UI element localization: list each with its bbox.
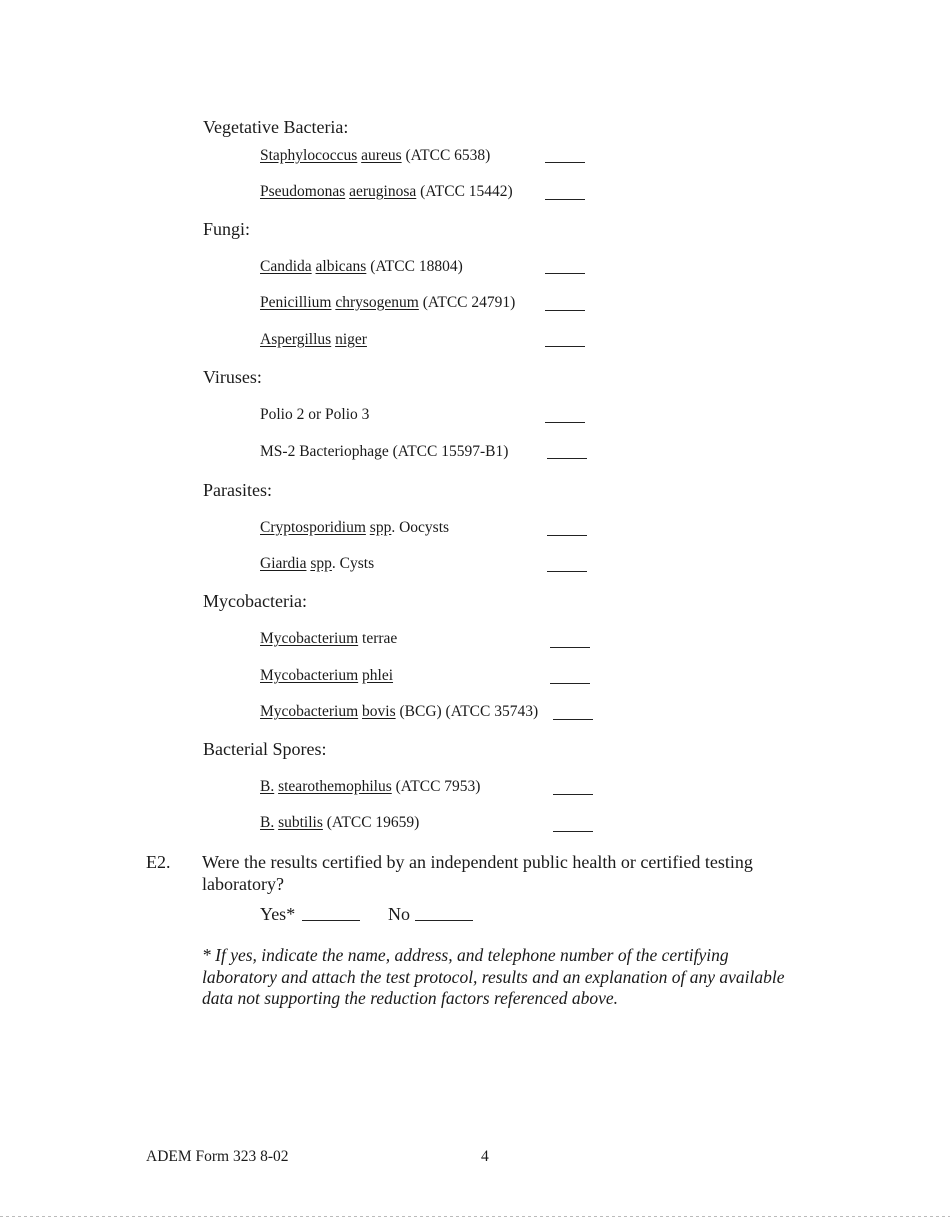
genus-name: Aspergillus (260, 331, 332, 348)
organism-item (260, 183, 513, 201)
page-number: 4 (481, 1148, 489, 1165)
strain-ref: (ATCC 15442) (416, 183, 513, 200)
category-heading-parasites: Parasites: (203, 480, 272, 500)
organism-item (260, 630, 397, 648)
species-name: aeruginosa (349, 183, 417, 200)
question-text-line2: laboratory? (202, 874, 284, 894)
answer-blank[interactable] (547, 458, 587, 459)
organism-item (260, 147, 490, 165)
answer-blank[interactable] (545, 310, 585, 311)
genus-name: Mycobacterium (260, 703, 359, 720)
answer-blank[interactable] (545, 422, 585, 423)
species-name: phlei (362, 667, 394, 684)
yes-label: Yes* (260, 904, 296, 924)
certification-note: * If yes, indicate the name, address, and telephone number of the certifying laboratory and attach the test protocol, results and an explanation of any available data not supporting the reduction factors referenced above. (202, 945, 785, 1008)
genus-name: B. (260, 778, 275, 795)
species-name: spp (310, 555, 332, 572)
species-name: subtilis (278, 814, 323, 831)
species-name: stearothemophilus (278, 778, 392, 795)
species-name: terrae (358, 630, 398, 647)
species-name: niger (335, 331, 367, 348)
answer-blank[interactable] (545, 346, 585, 347)
question-text-line1: Were the results certified by an independent public health or certified testing (202, 852, 753, 872)
answer-blank[interactable] (553, 719, 593, 720)
question-number: E2. (146, 852, 171, 872)
category-heading-vegetative-bacteria: Vegetative Bacteria: (203, 117, 349, 137)
organism-item (260, 667, 393, 685)
strain-ref: (BCG) (ATCC 35743) (395, 703, 539, 720)
species-name: spp (369, 519, 392, 536)
answer-blank[interactable] (547, 571, 587, 572)
genus-name: Pseudomonas (260, 183, 346, 200)
answer-blank[interactable] (547, 535, 587, 536)
strain-ref: (ATCC 6538) (401, 147, 491, 164)
answer-blank[interactable] (550, 683, 590, 684)
answer-blank[interactable] (545, 273, 585, 274)
form-identifier: ADEM Form 323 8-02 (146, 1148, 289, 1165)
category-heading-viruses: Viruses: (203, 367, 262, 387)
organism-item (260, 814, 419, 832)
organism-item (260, 703, 538, 721)
answer-blank[interactable] (545, 162, 585, 163)
strain-ref: (ATCC 18804) (366, 258, 463, 275)
organism-item (260, 555, 374, 573)
organism-item (260, 519, 449, 537)
genus-name: Candida (260, 258, 312, 275)
genus-name: Penicillium (260, 294, 332, 311)
genus-name: Mycobacterium (260, 667, 359, 684)
organism-item (260, 331, 367, 349)
category-heading-mycobacteria: Mycobacteria: (203, 591, 307, 611)
species-name: albicans (315, 258, 367, 275)
answer-blank[interactable] (553, 831, 593, 832)
answer-blank[interactable] (545, 199, 585, 200)
species-name: bovis (362, 703, 396, 720)
genus-name: B. (260, 814, 275, 831)
organism-item (260, 778, 480, 796)
organism-item (260, 294, 515, 312)
answer-blank[interactable] (553, 794, 593, 795)
strain-ref: . Cysts (331, 555, 375, 572)
genus-name: Cryptosporidium (260, 519, 366, 536)
organism-item (260, 258, 463, 276)
yes-answer-blank[interactable] (302, 920, 360, 921)
strain-ref: (ATCC 24791) (418, 294, 516, 311)
category-heading-bacterial-spores: Bacterial Spores: (203, 739, 327, 759)
organism-item: Polio 2 or Polio 3 (260, 406, 370, 423)
organism-item: MS-2 Bacteriophage (ATCC 15597-B1) (260, 443, 509, 460)
genus-name: Mycobacterium (260, 630, 359, 647)
scan-edge-line (0, 1216, 950, 1217)
no-answer-blank[interactable] (415, 920, 473, 921)
strain-ref: . Oocysts (391, 519, 450, 536)
answer-blank[interactable] (550, 647, 590, 648)
strain-ref: (ATCC 19659) (322, 814, 420, 831)
species-name: aureus (361, 147, 402, 164)
species-name: chrysogenum (335, 294, 419, 311)
no-label: No (388, 904, 410, 924)
category-heading-fungi: Fungi: (203, 219, 251, 239)
genus-name: Staphylococcus (260, 147, 358, 164)
genus-name: Giardia (260, 555, 307, 572)
strain-ref: (ATCC 7953) (391, 778, 481, 795)
